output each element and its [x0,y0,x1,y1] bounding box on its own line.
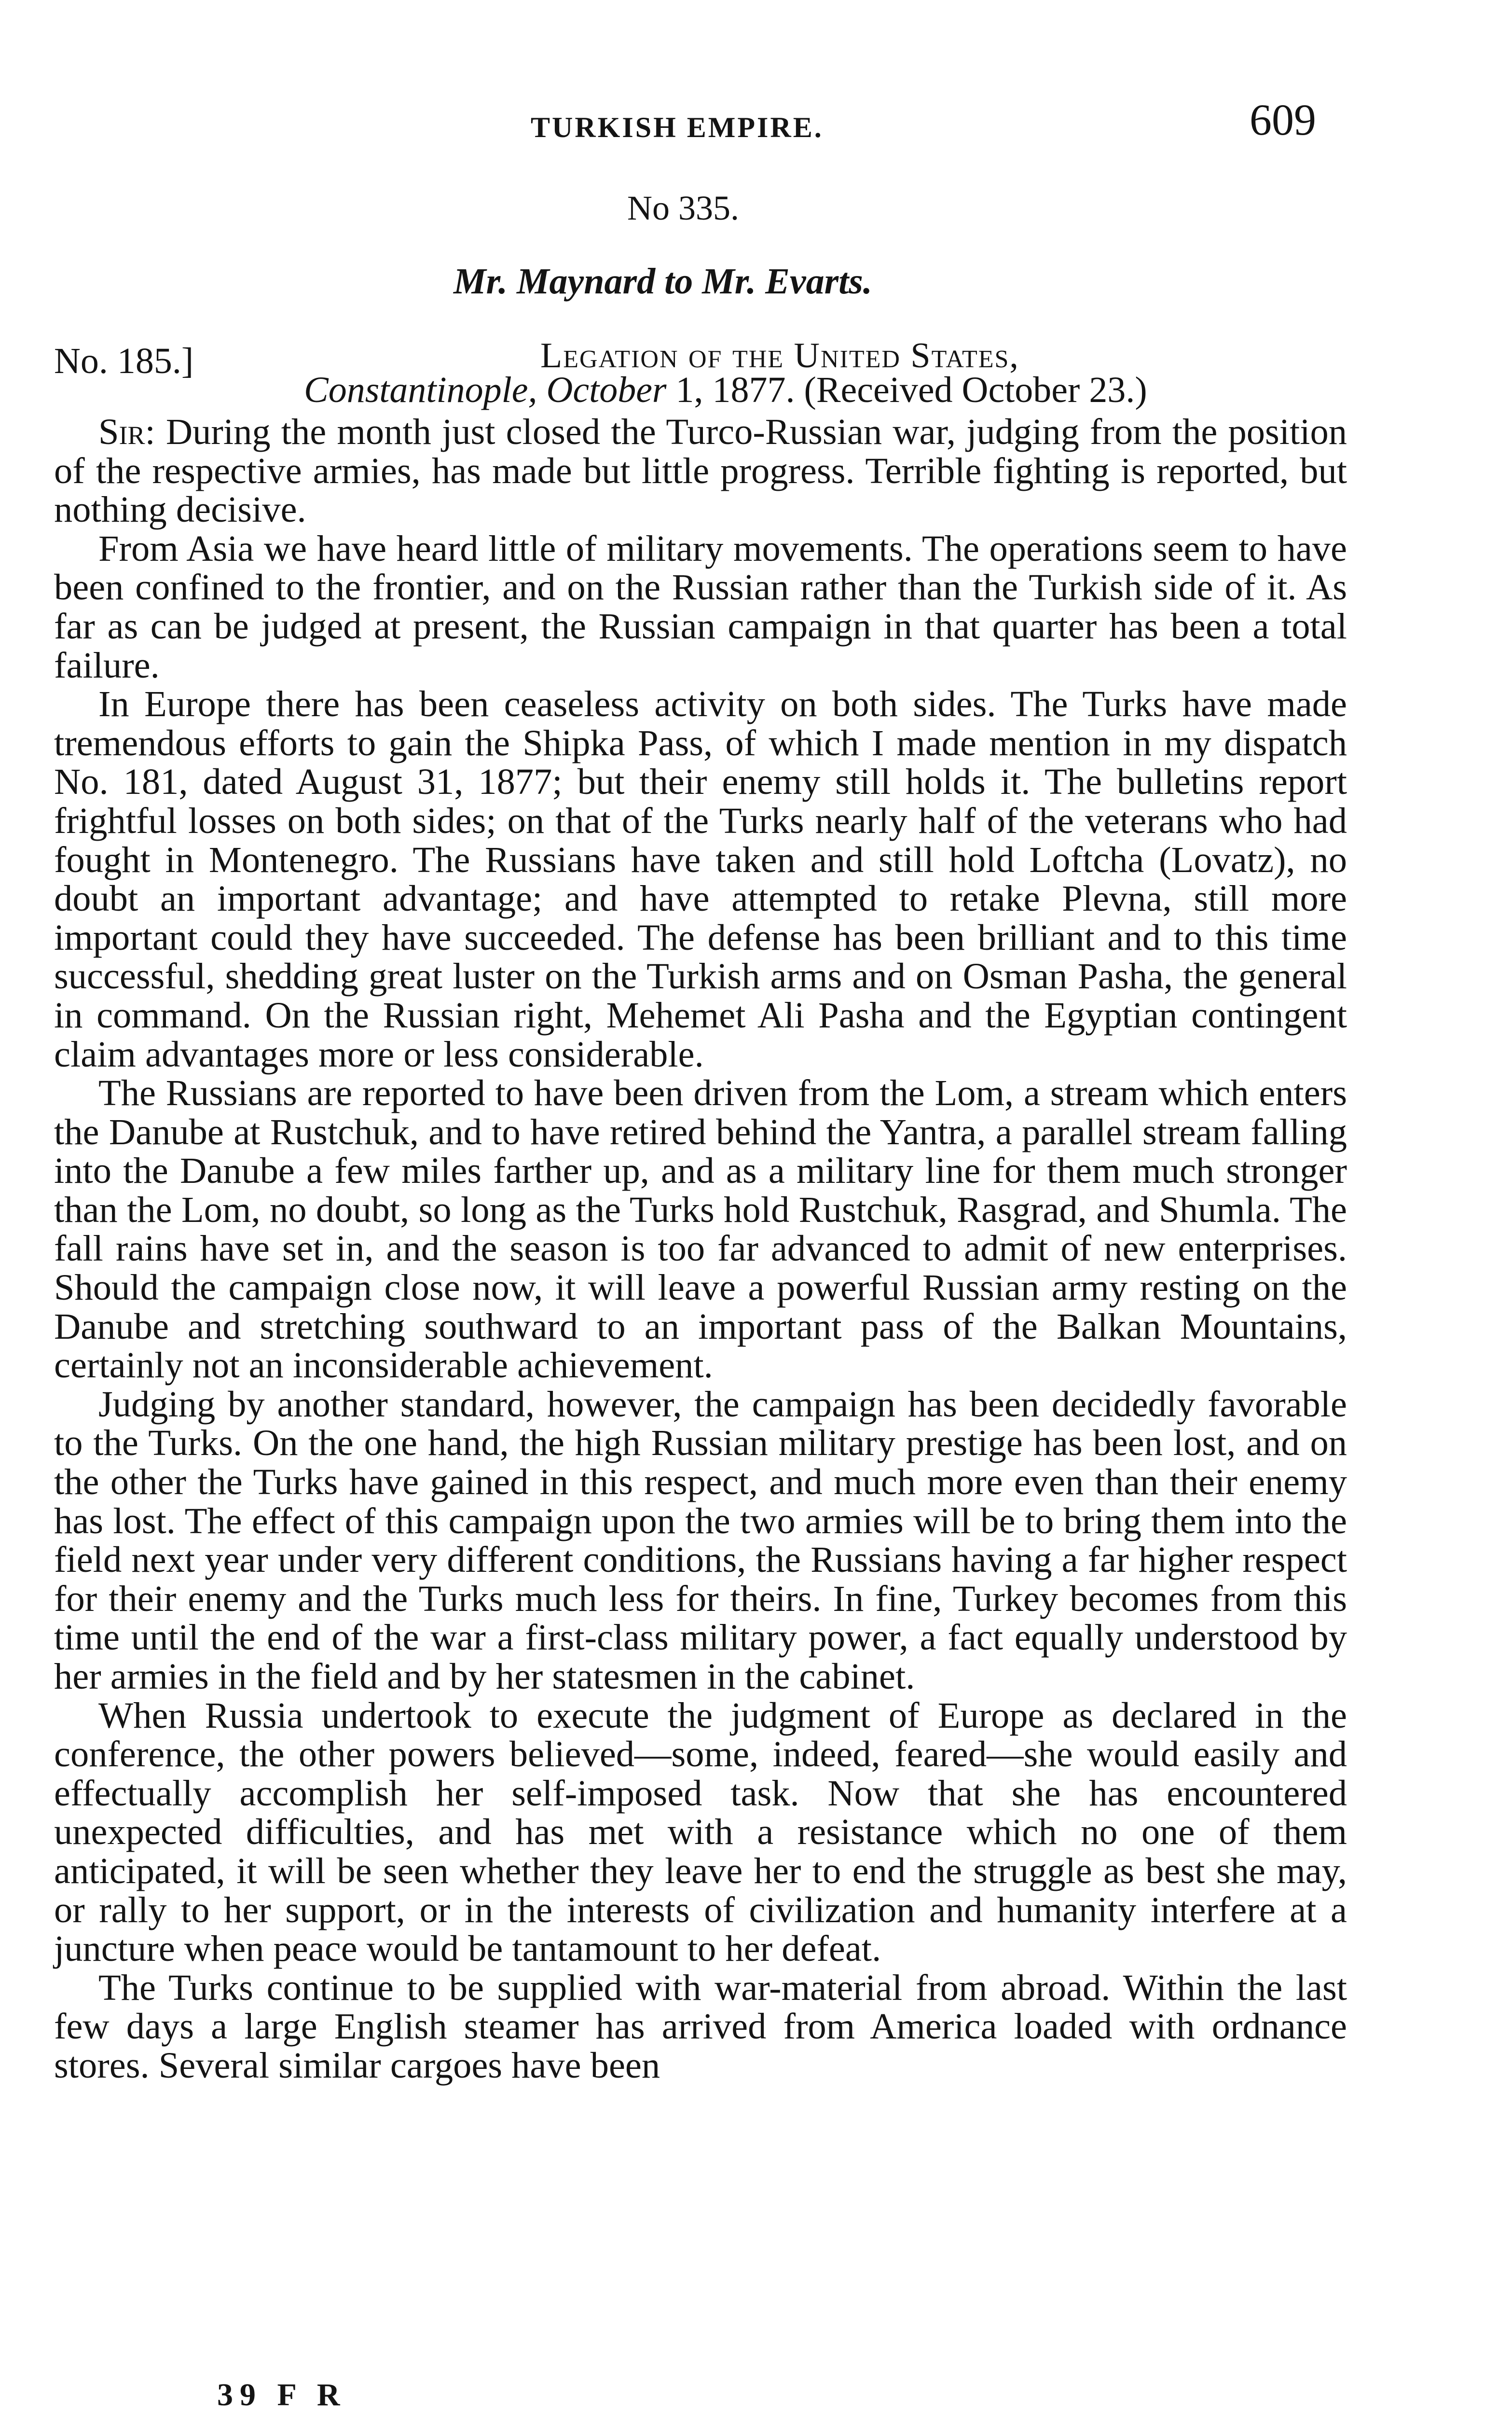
date-rest: 1, 1877. [675,370,795,410]
paragraph [54,413,1347,529]
signature-mark: 39 F R [217,2377,347,2413]
received-date: (Received October 23.) [804,370,1147,410]
paragraph: From Asia we have heard little of military movements. The operations seem to have been confined to the frontier, and on the Russian rather than the Turkish side of it. As far as can be judged at present, the Russian campaign in that quarter has been a total failure. [54,527,1347,686]
page-number: 609 [1250,95,1316,144]
despatch-number: No. 185.] [54,341,194,381]
paragraph: The Turks continue to be supplied with war-material from abroad. Within the last few days a large English steamer has arrived from America loaded with ordnance stores. Several similar cargoes have been [54,1967,1347,2086]
dateline [304,369,1147,411]
running-head: TURKISH EMPIRE. [531,111,824,143]
document-number: No 335. [627,189,739,227]
legation-heading: Legation of the United States, [540,336,1019,375]
paragraph: The Russians are reported to have been driven from the Lom, a stream which enters the Danube at Rustchuk, and to have retired behind the Yantra, a parallel stream falling into the Danube a few miles farther up, and as a military line for them much stronger than the Lom, no doubt, so long as the Turks hold Rustchuk, Rasgrad, and Shumla. The fall rains have set in, and the season is too far advanced to admit of new enterprises. Should the campaign close now, it will leave a powerful Russian army resting on the Danube and stretching southward to an important pass of the Balkan Mountains, certainly not an inconsiderable achievement. [54,1072,1347,1386]
paragraph: In Europe there has been ceaseless activity on both sides. The Turks have made tremendous efforts to gain the Shipka Pass, of which I made mention in my dispatch No. 181, dated August 31, 1877; but their enemy still holds it. The bulletins report frightful losses on both sides; on that of the Turks nearly half of the veterans who had fought in Montenegro. The Russians have taken and still hold Loftcha (Lovatz), no doubt an important advantage; and have attempted to retake Plevna, still more important could they have succeeded. The defense has been brilliant and to this time successful, shedding great luster on the Turkish arms and on Osman Pasha, the general in command. On the Russian right, Mehemet Ali Pasha and the Egyptian contingent claim advantages more or less considerable. [54,683,1347,1075]
letter-body [54,413,1347,2085]
paragraph: Judging by another standard, however, the campaign has been decidedly favorable to the Turks. On the one hand, the high Russian military prestige has been lost, and on the other the Turks have gained in this respect, and much more even than their enemy has lost. The effect of this campaign upon the two armies will be to bring them into the field next year under very different conditions, the Russians having a far higher respect for their enemy and the Turks much less for theirs. In fine, Turkey becomes from this time until the end of the war a first-class military power, a fact equally understood by her armies in the field and by her statesmen in the cabinet. [54,1383,1347,1697]
document-title: Mr. Maynard to Mr. Evarts. [454,261,872,302]
salutation: Sir [98,411,145,452]
paragraph: When Russia undertook to execute the judgment of Europe as declared in the conference, the other powers believed—some, indeed, feared—she would easily and effectually accomplish her self-imposed task. Now that she has encountered unexpected difficulties, and has met with a resistance which no one of them anticipated, it will be seen whether they leave her to end the struggle as best she may, or rally to her support, or in the interests of civilization and humanity interfere at a juncture when peace would be tantamount to her defeat. [54,1694,1347,1969]
place-date: Constantinople, October [304,370,667,410]
paragraph-text: : During the month just closed the Turco-Russian war, judging from the position of the respective armies, has made but little progress. Terrible fighting is reported, but nothing decisive. [54,411,1347,530]
